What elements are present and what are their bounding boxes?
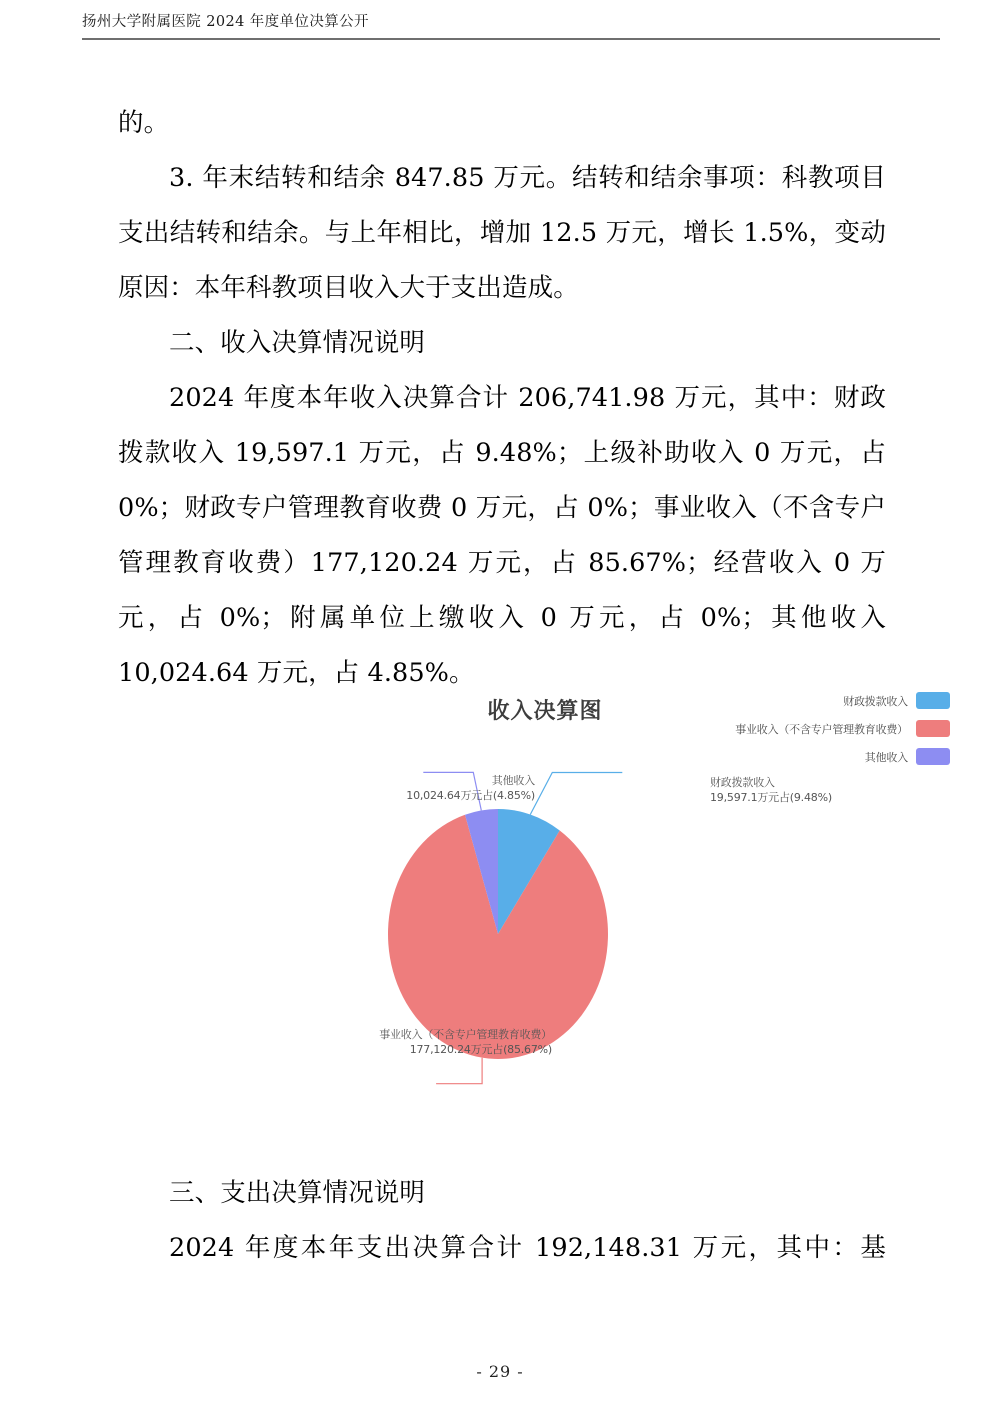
page-number: - 29 -: [476, 1362, 524, 1381]
data-label-business-name: 事业收入（不含专户管理教育收费）: [379, 1028, 552, 1041]
chart-title: 收入决算图: [487, 699, 603, 724]
document-body-lower: [118, 1166, 886, 1276]
document-body: [118, 96, 886, 701]
income-pie-chart: [250, 686, 950, 1106]
data-label-other: [305, 774, 535, 804]
paragraph-expenditure-detail: 2024 年度本年支出决算合计 192,148.31 万元，其中：基: [169, 1233, 886, 1263]
heading-income-section: 二、收入决算情况说明: [169, 328, 426, 358]
page-header: [82, 12, 940, 40]
pie-slices: [388, 809, 608, 1059]
legend-label-other: 其他收入: [864, 750, 908, 764]
header-title: 扬州大学附属医院 2024 年度单位决算公开: [82, 14, 369, 30]
data-label-other-name: 其他收入: [491, 774, 535, 787]
legend-label-business: 事业收入（不含专户管理教育收费）: [735, 722, 908, 736]
data-label-other-value: 10,024.64万元占(4.85%): [406, 788, 535, 802]
header-divider: [82, 38, 940, 40]
legend-label-fiscal: 财政拨款收入: [843, 694, 908, 708]
heading-expenditure-section: 三、支出决算情况说明: [169, 1178, 426, 1208]
data-label-fiscal-name: 财政拨款收入: [710, 776, 775, 789]
leader-line-fiscal: [530, 773, 622, 815]
data-label-fiscal: [710, 776, 940, 806]
pie-plot-area: [250, 686, 950, 1106]
data-label-fiscal-value: 19,597.1万元占(9.48%): [710, 790, 832, 804]
paragraph-continued: 的。: [118, 108, 170, 138]
data-label-business: [242, 1028, 552, 1058]
leader-line-business: [436, 1058, 482, 1084]
page-footer: [0, 1362, 1000, 1381]
paragraph-income-detail: 2024 年度本年收入决算合计 206,741.98 万元，其中：财政拨款收入 19,597.1 万元，占 9.48%；上级补助收入 0 万元，占 0%；财政专户管理教育收费 0 万元，占 0%；事业收入（不含专户管理教育收费）177,120.24 万元，占 85.67%；经营收入 0 万元，占 0%；附属单位上缴收入 0 万元，占 0%；其他收入 10,024.64 万元，占 4.85%。: [118, 383, 886, 688]
paragraph-carryover: 3. 年末结转和结余 847.85 万元。结转和结余事项：科教项目支出结转和结余。与上年相比，增加 12.5 万元，增长 1.5%，变动原因：本年科教项目收入大于支出造成。: [118, 163, 886, 303]
data-label-business-value: 177,120.24万元占(85.67%): [409, 1042, 552, 1056]
